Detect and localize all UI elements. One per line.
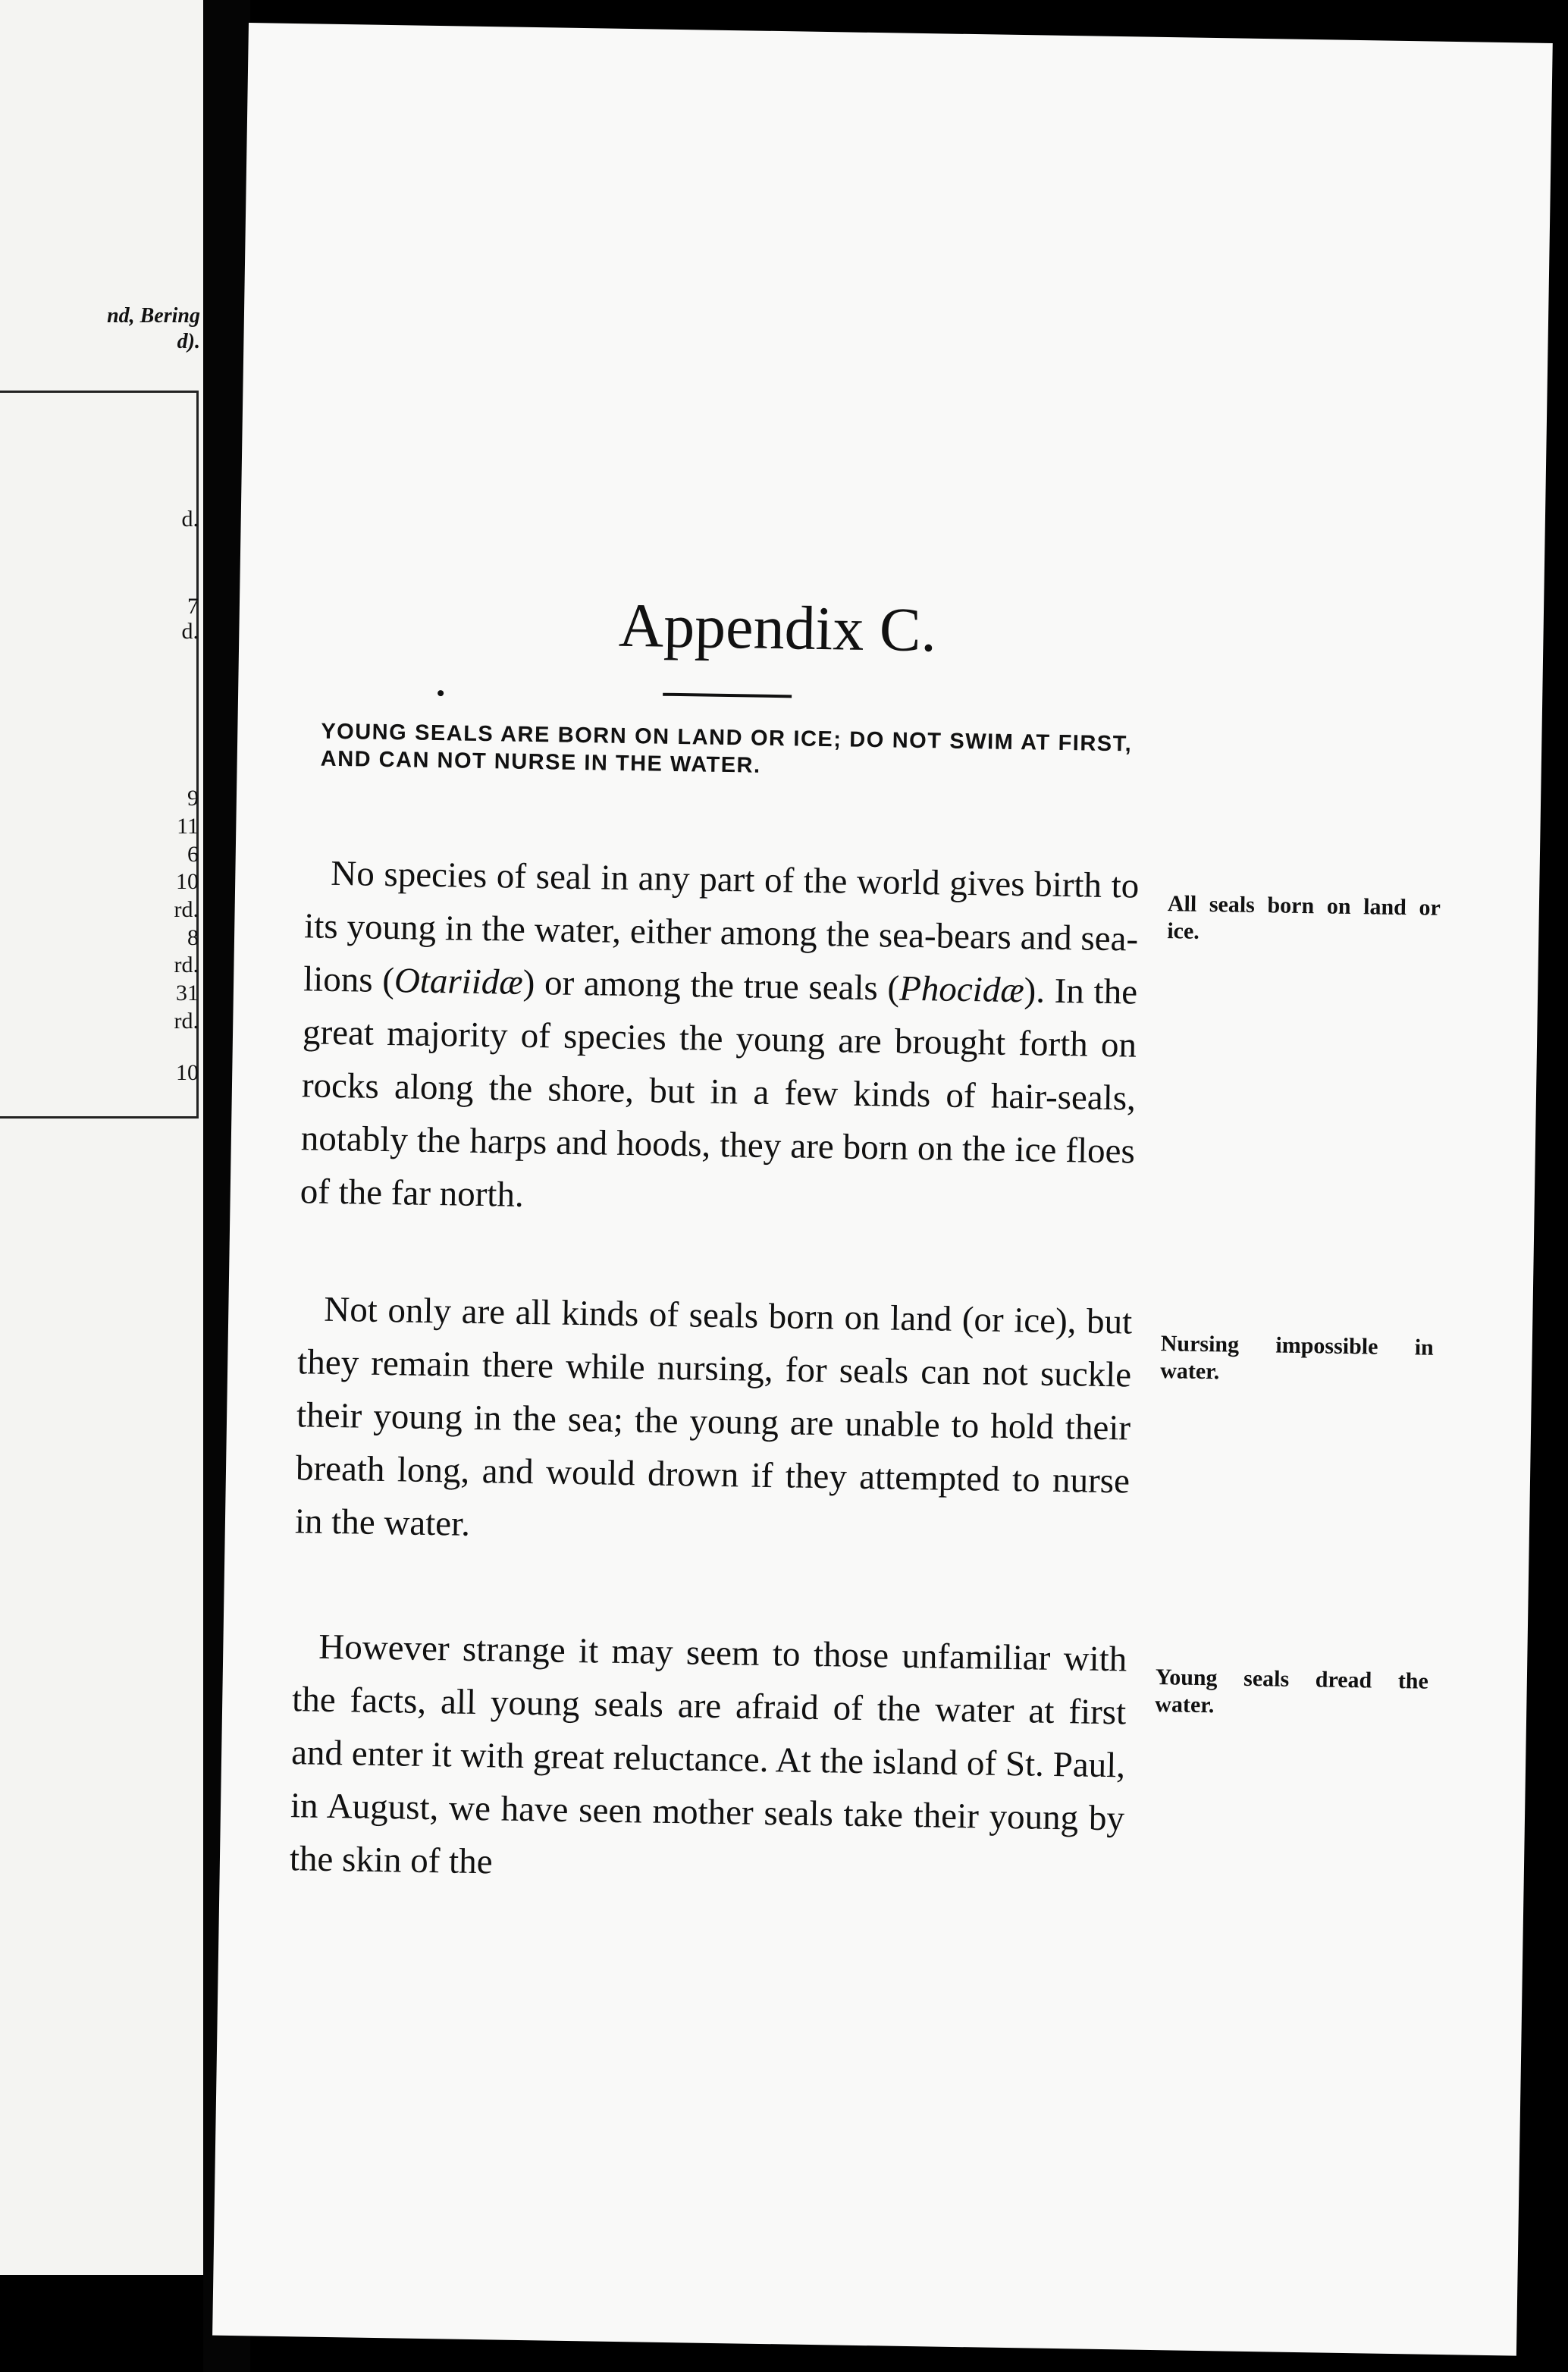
- left-page-table-rule-bottom: [0, 1116, 197, 1119]
- left-page-table-rule-top: [0, 391, 197, 393]
- paragraph-3: [289, 1620, 1127, 1898]
- left-page-caption: nd, Bering d).: [107, 304, 200, 353]
- left-page-fragment-text: rd.: [174, 897, 199, 922]
- left-page-fragment-text: 9: [187, 786, 199, 811]
- paragraph-2: [294, 1282, 1132, 1561]
- margin-note-2: Nursing impossible in water.: [1159, 1331, 1435, 1385]
- paragraph-1-text-3: ). In the great majority of species the young are brought forth on rocks along the shore, but in a few kinds of hair-seals, notably the harps and hoods, they are born on the ice floes of the far north.: [299, 971, 1138, 1215]
- left-page-fragment-text: rd.: [174, 1009, 199, 1034]
- left-page-fragment-text: 10: [176, 869, 199, 894]
- book-page: [212, 23, 1553, 2356]
- page-title: Appendix C.: [618, 590, 937, 665]
- left-page-fragment-text: 6: [187, 842, 199, 867]
- left-page-fragment-text: 8: [187, 925, 199, 950]
- left-page-fragment-text: 31: [176, 980, 199, 1006]
- left-page-fragment-text: 7: [187, 594, 199, 619]
- paragraph-1-text-2: ) or among the true seals (: [522, 962, 900, 1009]
- left-page-fragment-text: 11: [177, 814, 199, 839]
- left-page-fragment-text: d.: [181, 619, 199, 644]
- left-page-fragment: [0, 0, 205, 2275]
- paragraph-1: [299, 846, 1140, 1231]
- paragraph-1-text: No species of seal in any part of the world gives birth to its young in the water, either among the sea-bears and sea-lions (: [303, 853, 1140, 1001]
- paragraph-3-text: However strange it may seem to those unfamiliar with the facts, all young seals are afraid of the water at first and enter it with great reluctance. At the island of St. Paul, in August, we have seen mother seals take their young by the skin of the: [289, 1627, 1127, 1882]
- paragraph-1-italic: Otariidæ: [394, 961, 524, 1002]
- paragraph-2-text: Not only are all kinds of seals born on land (or ice), but they remain there while nursing, for seals can not suckle their young in the sea; the young are unable to hold their breath long, and would drown if they attempted to nurse in the water.: [294, 1289, 1133, 1544]
- margin-note-3: Young seals dread the water.: [1155, 1664, 1429, 1718]
- ink-dot: [437, 690, 444, 696]
- left-page-fragment-text: d.: [181, 507, 199, 532]
- left-page-fragment-text: rd.: [174, 952, 199, 977]
- left-page-fragment-text: 10: [176, 1060, 199, 1085]
- title-rule: [663, 693, 792, 698]
- section-subheading: YOUNG SEALS ARE BORN ON LAND OR ICE; DO NOT SWIM AT FIRST, AND CAN NOT NURSE IN THE WATER.: [320, 719, 1133, 778]
- paragraph-1-italic-2: Phocidæ: [898, 968, 1025, 1011]
- margin-note-1: All seals born on land or ice.: [1167, 891, 1441, 944]
